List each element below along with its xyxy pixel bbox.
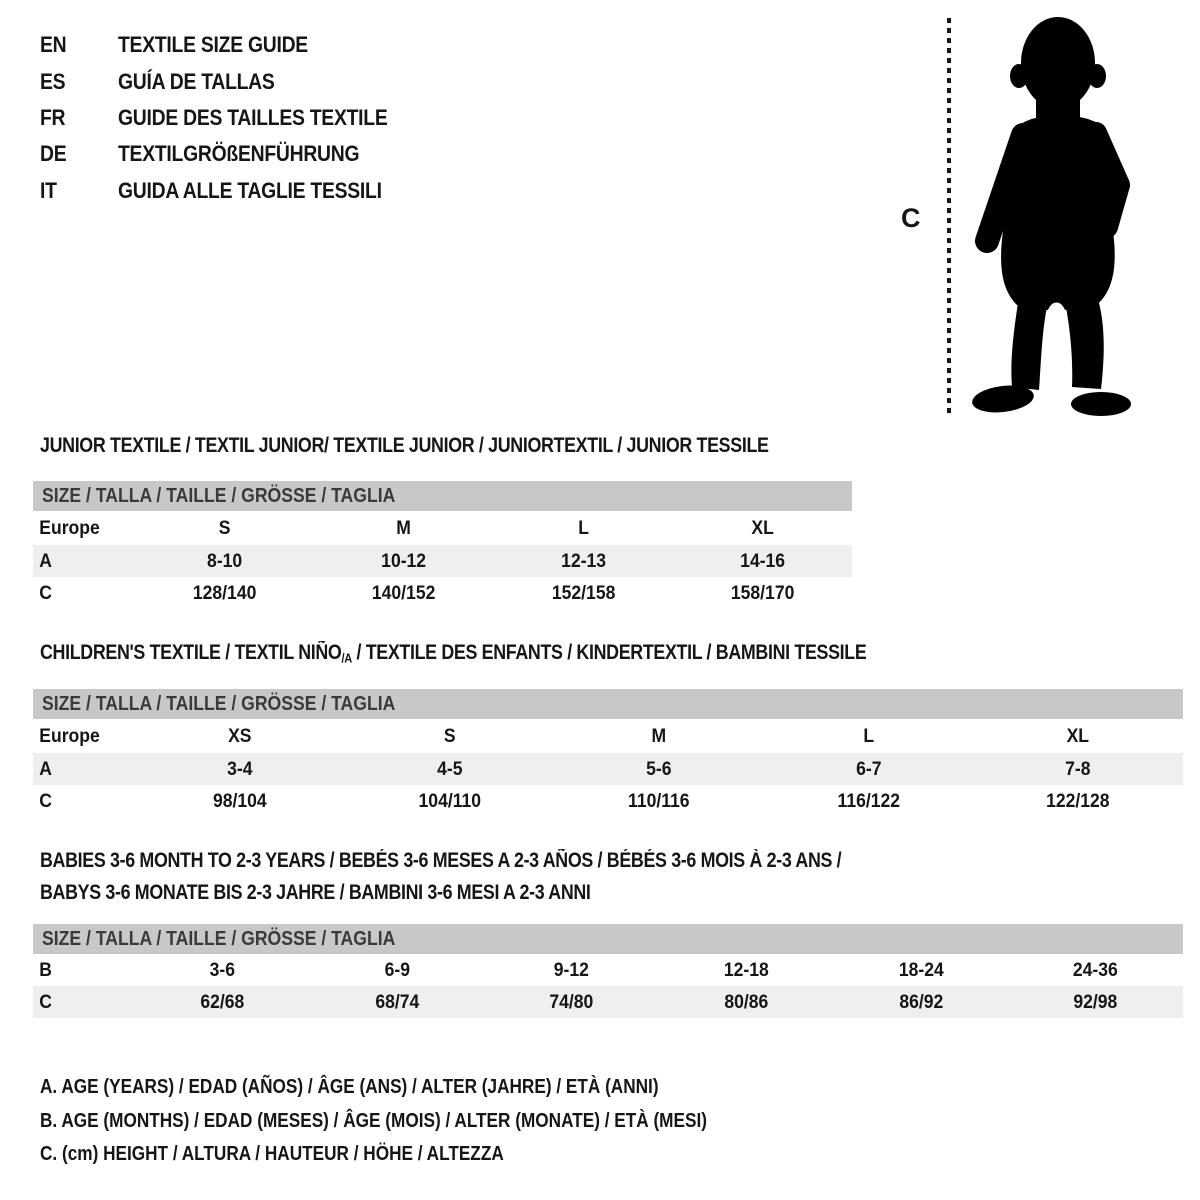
guide-title-es: GUÍA DE TALLAS: [118, 68, 275, 94]
cell: 80/86: [724, 990, 769, 1013]
cell: 116/122: [837, 789, 900, 812]
table-row-height: [33, 577, 852, 609]
table-row-europe: [33, 719, 1183, 753]
row-label: Europe: [39, 516, 100, 539]
cell: S: [218, 516, 231, 539]
guide-title-it: GUIDA ALLE TAGLIE TESSILI: [118, 177, 382, 203]
row-label: Europe: [39, 724, 100, 747]
cell: 140/152: [372, 581, 436, 604]
cell: 152/158: [551, 581, 615, 604]
cell: 6-7: [855, 757, 882, 780]
language-row-en: [40, 27, 424, 63]
cell: 62/68: [200, 990, 245, 1013]
table-row-height: [33, 785, 1183, 817]
language-code: DE: [40, 141, 67, 167]
height-measure-label: C: [901, 203, 921, 233]
language-code: FR: [40, 104, 66, 130]
row-label: C: [39, 581, 52, 604]
language-row-de: [40, 136, 424, 172]
cell: 128/140: [192, 581, 257, 604]
cell: M: [396, 516, 412, 539]
legend-note-a: A. AGE (YEARS) / EDAD (AÑOS) / ÂGE (ANS) / ALTER (JAHRE) / ETÀ (ANNI): [40, 1076, 659, 1099]
cell: 18-24: [898, 958, 944, 981]
legend-note-c: C. (cm) HEIGHT / ALTURA / HAUTEUR / HÖHE / ALTEZZA: [40, 1143, 504, 1166]
cell: M: [651, 724, 667, 747]
cell: S: [443, 724, 456, 747]
babies-section-title-line2: BABYS 3-6 MONATE BIS 2-3 JAHRE / BAMBINI 3-6 MESI A 2-3 ANNI: [40, 881, 591, 904]
cell: 14-16: [739, 549, 785, 572]
cell: 5-6: [646, 757, 672, 780]
row-label: B: [39, 958, 52, 981]
height-measure-dashed-line: [947, 18, 951, 416]
cell: 7-8: [1065, 757, 1091, 780]
junior-section-title: JUNIOR TEXTILE / TEXTIL JUNIOR/ TEXTILE JUNIOR / JUNIORTEXTIL / JUNIOR TESSILE: [40, 434, 769, 457]
cell: XL: [1066, 724, 1090, 747]
legend-notes: [40, 1071, 816, 1172]
cell: L: [863, 724, 874, 747]
language-code: ES: [40, 68, 66, 94]
row-label: A: [39, 757, 52, 780]
cell: 104/110: [418, 789, 481, 812]
cell: 86/92: [899, 990, 943, 1013]
cell: L: [577, 516, 589, 539]
children-section-title: CHILDREN'S TEXTILE / TEXTIL $NIÑO_{/A}$ / TEXTILE DES ENFANTS / KINDERTEXTIL / BAMBINI TESSILE: [40, 641, 867, 666]
row-label: C: [39, 789, 52, 812]
cell: 24-36: [1073, 958, 1119, 981]
cell: 10-12: [381, 549, 427, 572]
guide-title-fr: GUIDE DES TAILLES TEXTILE: [118, 104, 388, 130]
cell: XL: [751, 516, 774, 539]
guide-title-en: TEXTILE SIZE GUIDE: [118, 32, 308, 58]
language-code: IT: [40, 177, 57, 203]
cell: 74/80: [549, 990, 594, 1013]
cell: 68/74: [375, 990, 419, 1013]
cell: 110/116: [628, 789, 690, 812]
size-header-bar: SIZE / TALLA / TAILLE / GRÖSSE / TAGLIA: [33, 689, 1183, 719]
babies-section-title-line1: BABIES 3-6 MONTH TO 2-3 YEARS / BEBÉS 3-6 MESES A 2-3 AÑOS / BÉBÉS 3-6 MOIS À 2-3 ANS /: [40, 849, 842, 872]
size-header-bar: SIZE / TALLA / TAILLE / GRÖSSE / TAGLIA: [33, 481, 852, 511]
cell: 8-10: [207, 549, 243, 572]
language-code: EN: [40, 32, 67, 58]
cell: 12-18: [723, 958, 769, 981]
cell: 92/98: [1073, 990, 1118, 1013]
cell: 3-6: [209, 958, 236, 981]
children-size-table: [33, 689, 1183, 817]
language-row-it: [40, 173, 424, 209]
cell: 4-5: [436, 757, 463, 780]
language-title-list: [40, 27, 424, 209]
junior-size-table: [33, 481, 852, 609]
legend-note-b: B. AGE (MONTHS) / EDAD (MESES) / ÂGE (MOIS) / ALTER (MONATE) / ETÀ (MESI): [40, 1109, 707, 1132]
cell: 158/170: [730, 581, 795, 604]
table-row-height: [33, 986, 1183, 1018]
nino-a-subscript: /A: [341, 650, 352, 666]
cell: 9-12: [554, 958, 590, 981]
table-row-age: [33, 753, 1183, 785]
table-row-europe: [33, 511, 852, 545]
cell: 12-13: [560, 549, 606, 572]
table-row-age-months: [33, 954, 1183, 986]
cell: 98/104: [212, 789, 267, 812]
babies-size-table: [33, 924, 1183, 1018]
language-row-fr: [40, 100, 424, 136]
cell: 6-9: [384, 958, 410, 981]
language-row-es: [40, 63, 424, 99]
cell: 3-4: [227, 757, 253, 780]
size-header-bar: SIZE / TALLA / TAILLE / GRÖSSE / TAGLIA: [33, 924, 1183, 954]
guide-title-de: TEXTILGRÖßENFÜHRUNG: [118, 141, 360, 167]
table-row-age: [33, 545, 852, 577]
cell: 122/128: [1046, 789, 1110, 812]
cell: XS: [228, 724, 252, 747]
row-label: A: [39, 549, 52, 572]
row-label: C: [39, 990, 52, 1013]
toddler-silhouette-image: [960, 13, 1146, 419]
